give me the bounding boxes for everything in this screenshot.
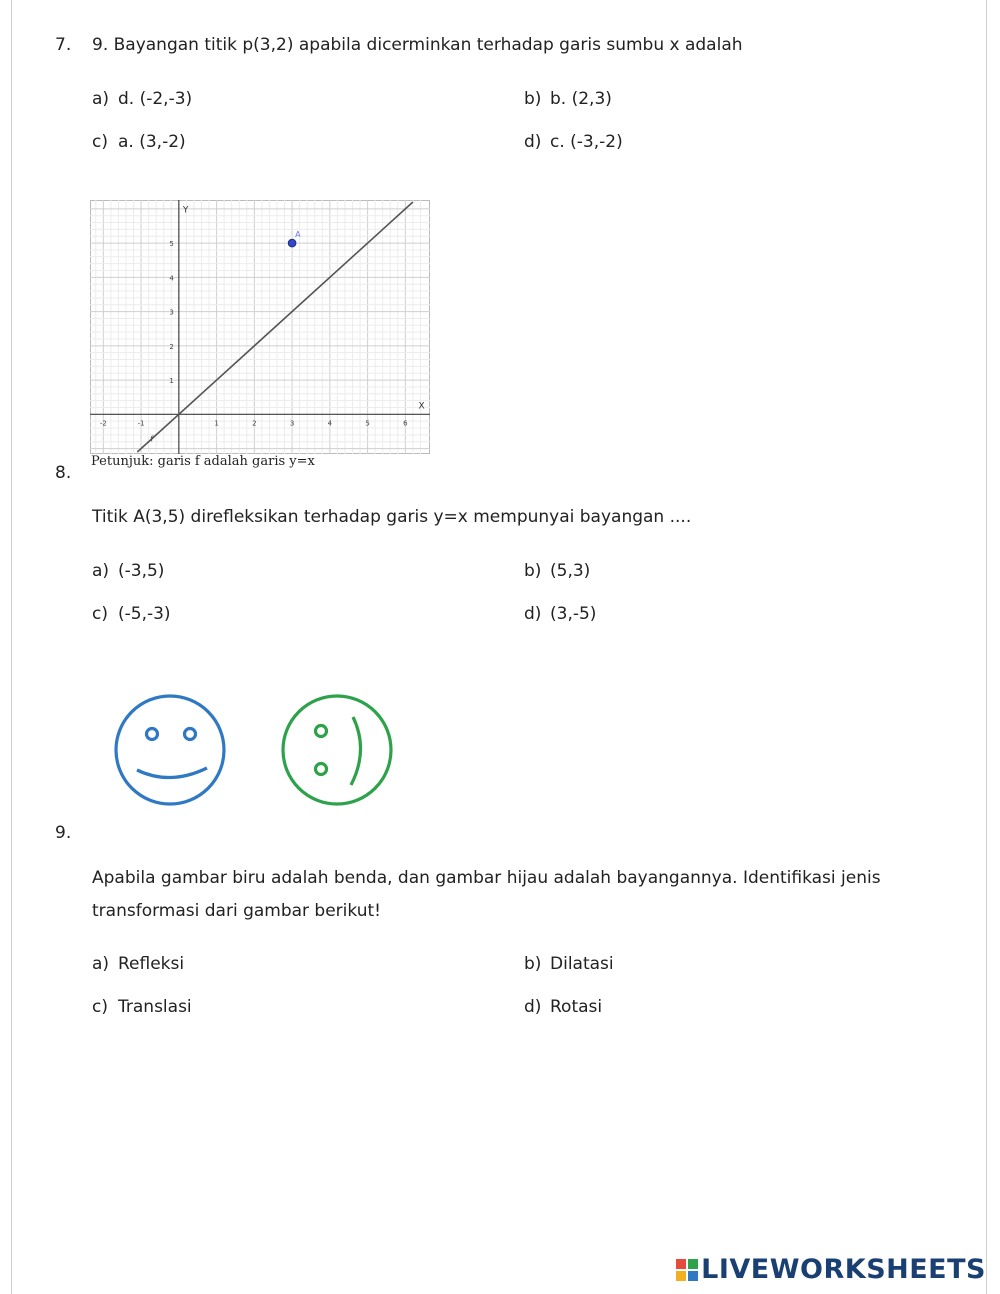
- option-text: Refleksi: [118, 954, 185, 974]
- y-tick-label: 1: [169, 377, 174, 386]
- y-axis-label: Y: [182, 205, 189, 216]
- option-text: b. (2,3): [550, 89, 612, 109]
- line-f-label: f: [150, 434, 154, 444]
- option-letter: c): [92, 997, 108, 1017]
- smiley-pair: [110, 690, 400, 810]
- y-tick-label: 2: [169, 342, 174, 351]
- x-tick-label: 5: [365, 419, 370, 428]
- x-axis-label: X: [418, 401, 425, 412]
- option-text: (-3,5): [118, 561, 165, 581]
- option-text: a. (3,-2): [118, 132, 186, 152]
- option-text: (-5,-3): [118, 604, 171, 624]
- question-text-line2: transformasi dari gambar berikut!: [92, 901, 381, 921]
- point-a-label: A: [295, 230, 301, 240]
- point-a: [288, 239, 296, 247]
- x-tick-label: 6: [403, 419, 408, 428]
- option-c[interactable]: [92, 130, 186, 154]
- option-a[interactable]: [92, 952, 184, 976]
- y-tick-label: 5: [169, 240, 174, 249]
- option-c[interactable]: [92, 995, 192, 1019]
- liveworksheets-logo: [676, 1254, 986, 1285]
- x-tick-label: -1: [137, 419, 145, 428]
- option-letter: d): [524, 132, 542, 152]
- option-d[interactable]: [524, 602, 596, 626]
- option-letter: a): [92, 561, 110, 581]
- option-text: Rotasi: [550, 997, 603, 1017]
- option-letter: b): [524, 89, 542, 109]
- option-b[interactable]: [524, 952, 614, 976]
- option-letter: d): [524, 604, 542, 624]
- coordinate-graph: [90, 200, 430, 454]
- question-number: 9.: [55, 823, 72, 843]
- green-smiley-image: [283, 696, 391, 804]
- option-letter: b): [524, 954, 542, 974]
- x-tick-label: 4: [327, 419, 333, 428]
- x-tick-label: 3: [289, 419, 295, 428]
- option-text: Translasi: [118, 997, 192, 1017]
- liveworksheets-logo-icon: [676, 1259, 698, 1281]
- option-letter: c): [92, 132, 108, 152]
- option-d[interactable]: [524, 130, 623, 154]
- y-tick-label: 3: [169, 308, 174, 317]
- option-letter: a): [92, 89, 110, 109]
- option-b[interactable]: [524, 87, 612, 111]
- brand-text: LIVEWORKSHEETS: [701, 1254, 986, 1285]
- option-text: d. (-2,-3): [118, 89, 193, 109]
- option-a[interactable]: [92, 559, 164, 583]
- option-letter: b): [524, 561, 542, 581]
- question-number: 7.: [55, 35, 72, 55]
- x-tick-label: -2: [99, 419, 107, 428]
- y-tick-label: 4: [169, 274, 174, 283]
- graph-caption: Petunjuk: garis f adalah garis y=x: [91, 454, 315, 469]
- blue-smiley-object: [116, 696, 224, 804]
- x-tick-label: 1: [214, 419, 219, 428]
- option-text: c. (-3,-2): [550, 132, 623, 152]
- option-text: (3,-5): [550, 604, 597, 624]
- question-text: 9. Bayangan titik p(3,2) apabila dicerminkan terhadap garis sumbu x adalah: [92, 35, 743, 55]
- option-text: (5,3): [550, 561, 591, 581]
- option-letter: d): [524, 997, 542, 1017]
- question-text: Titik A(3,5) direfleksikan terhadap garis y=x mempunyai bayangan ....: [92, 507, 692, 527]
- x-tick-label: 2: [252, 419, 257, 428]
- option-letter: c): [92, 604, 108, 624]
- question-text-line1: Apabila gambar biru adalah benda, dan gambar hijau adalah bayangannya. Identifikasi jenis: [92, 868, 881, 888]
- option-c[interactable]: [92, 602, 171, 626]
- option-text: Dilatasi: [550, 954, 614, 974]
- option-a[interactable]: [92, 87, 192, 111]
- option-letter: a): [92, 954, 110, 974]
- question-number: 8.: [55, 463, 72, 483]
- option-d[interactable]: [524, 995, 602, 1019]
- option-b[interactable]: [524, 559, 590, 583]
- page-frame: [11, 0, 987, 1294]
